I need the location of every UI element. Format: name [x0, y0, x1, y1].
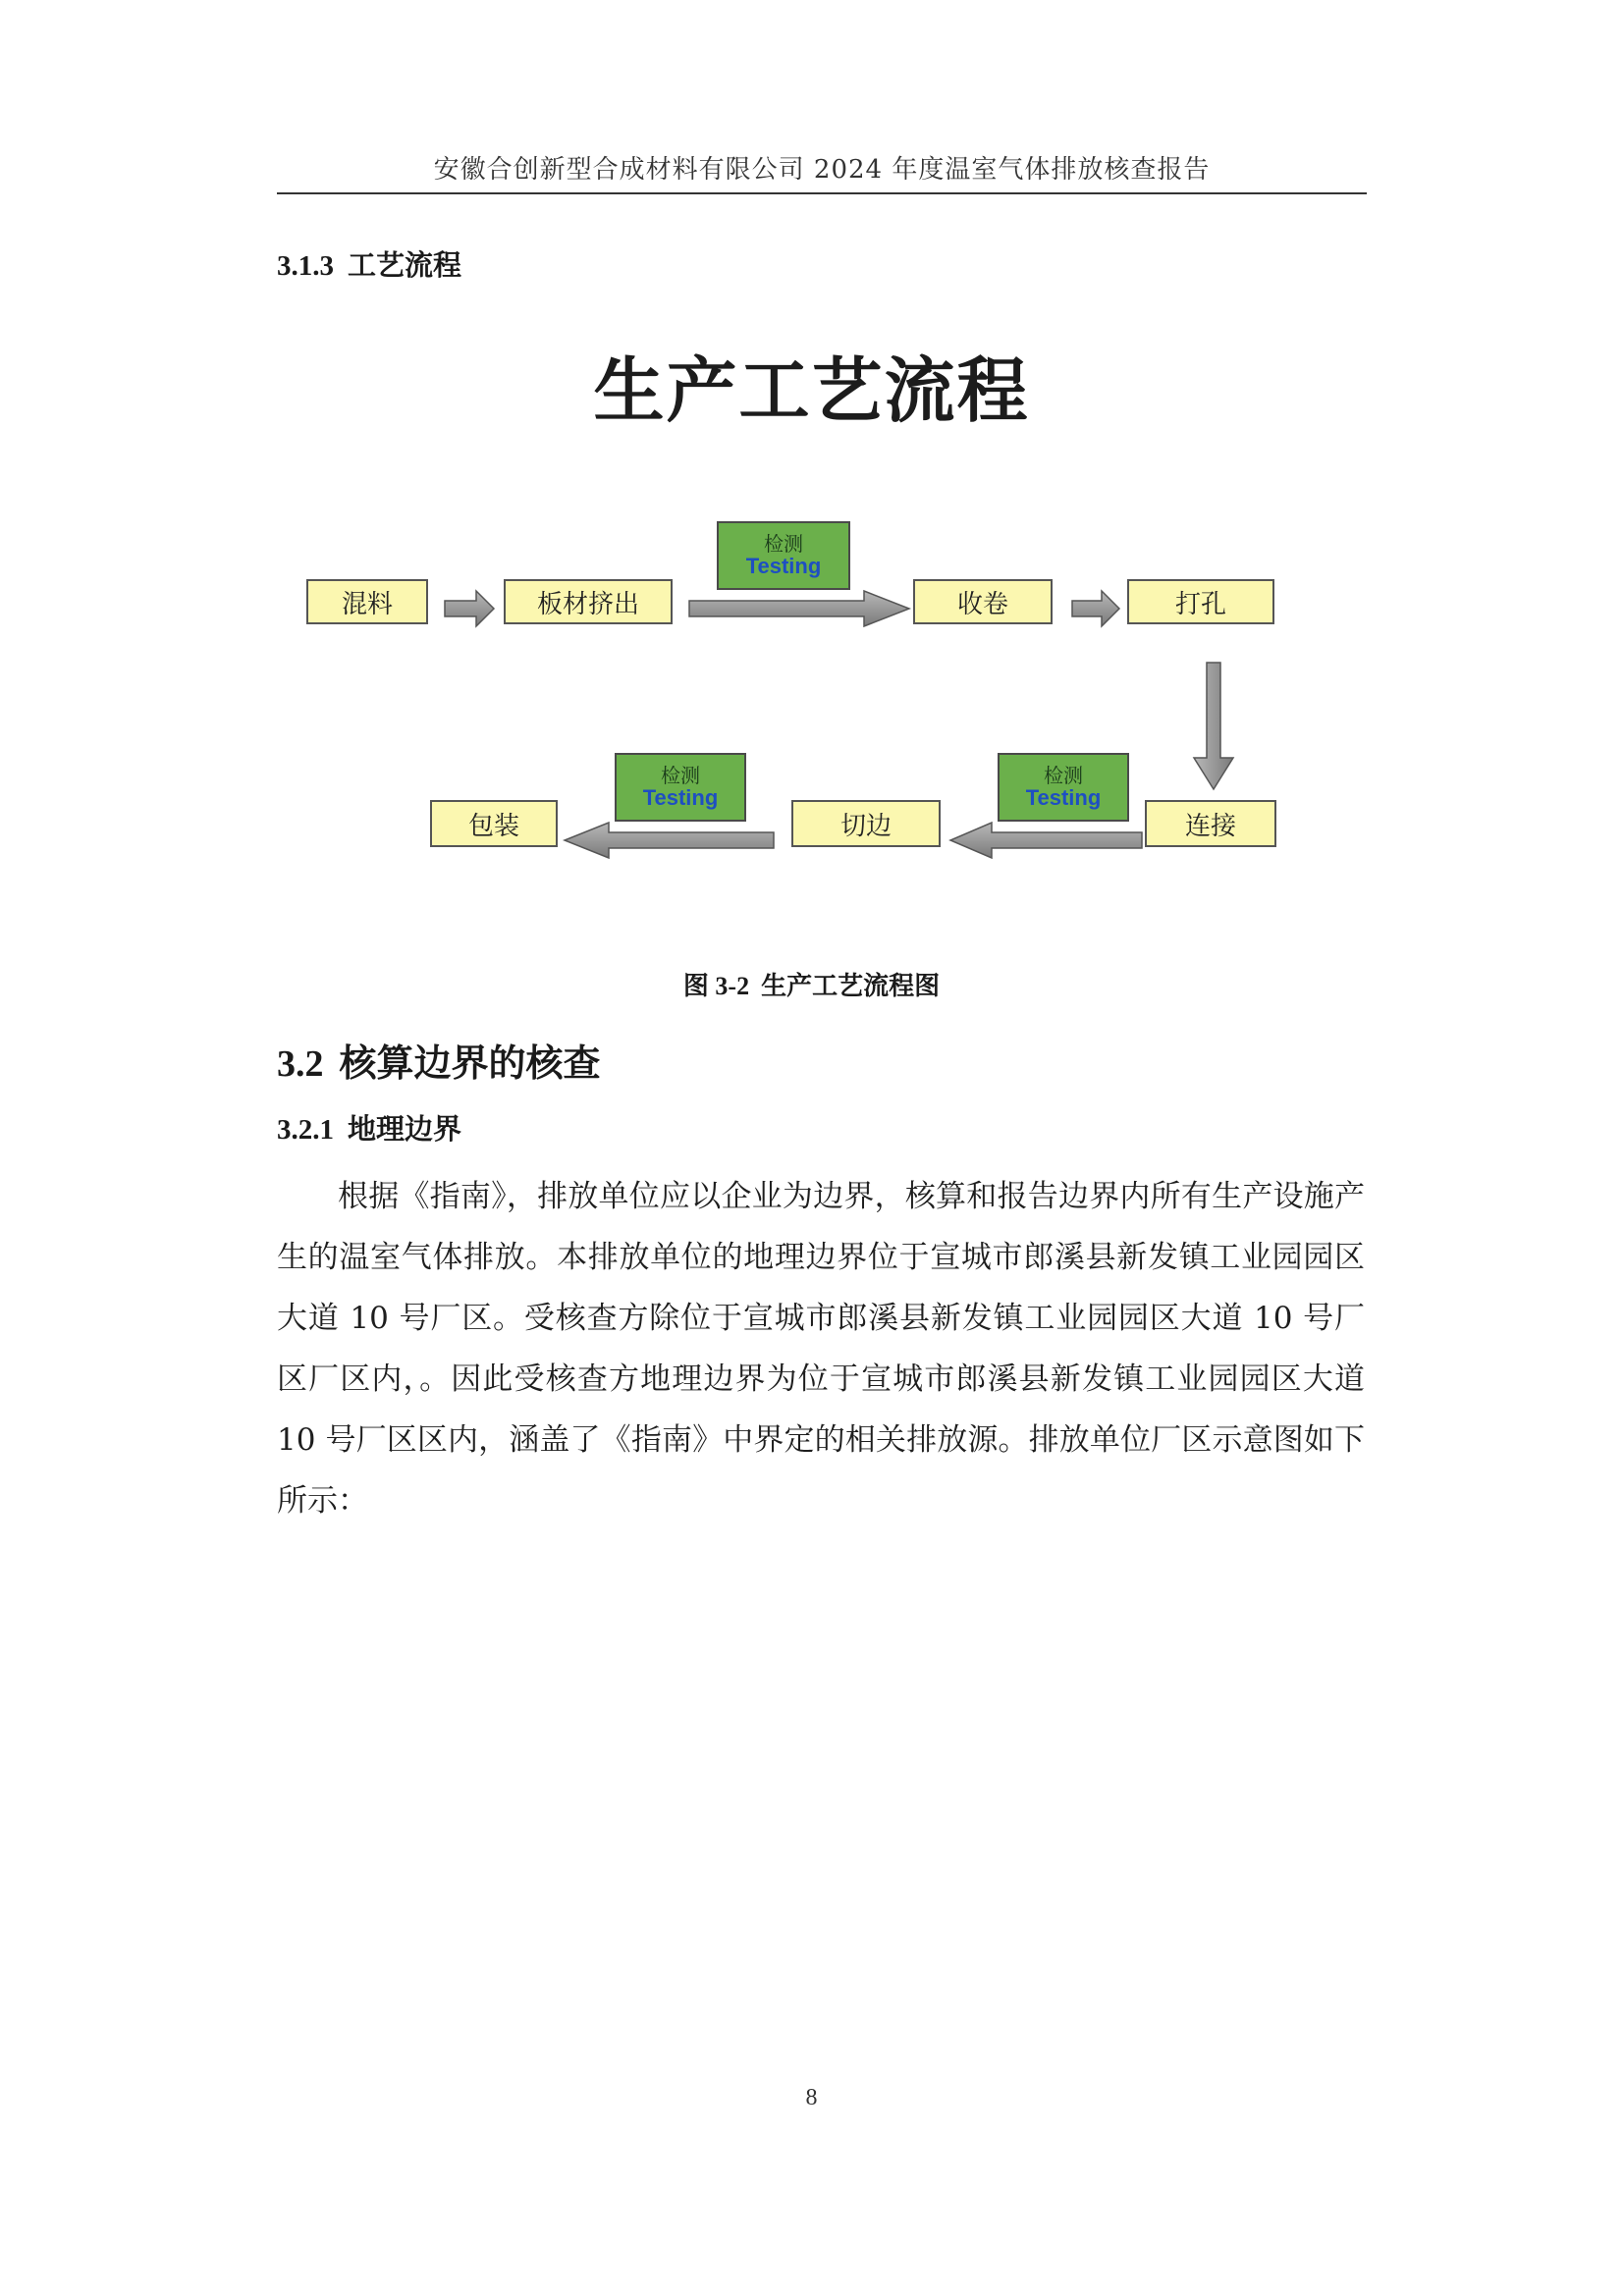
section-title: 地理边界 — [348, 1112, 462, 1146]
testing-box-2 — [615, 753, 746, 822]
section-number: 3.2.1 — [277, 1114, 334, 1146]
step-connecting: 连接 — [1145, 800, 1276, 847]
arrow-trimming-to-packaging — [565, 823, 774, 858]
step-punching: 打孔 — [1127, 579, 1274, 624]
section-title: 工艺流程 — [348, 248, 462, 282]
figure-title: 生产工艺流程 — [593, 349, 1030, 432]
section-title: 核算边界的核查 — [339, 1041, 601, 1085]
arrow-extrusion-to-winding — [689, 591, 909, 626]
section-number: 3.2 — [277, 1043, 324, 1085]
arrow-mixing-to-extrusion — [445, 591, 494, 626]
section-heading-3-2-1 — [277, 1107, 461, 1148]
testing-box-1 — [717, 521, 850, 590]
testing-label-cn: 检测 — [1044, 763, 1083, 787]
arrow-winding-to-punching — [1072, 591, 1119, 626]
testing-label-cn: 检测 — [764, 531, 803, 556]
arrow-punching-to-connecting — [1194, 663, 1233, 789]
paragraph-geographic-boundary: 根据《指南》，排放单位应以企业为边界，核算和报告边界内所有生产设施产生的温室气体排放。本排放单位的地理边界位于宣城市郎溪县新发镇工业园园区大道 10 号厂区。受核查方除位于宣城市郎溪县新发镇工业园园区大道 10 号厂区厂区内，。因此受核查方地理边界为位于宣城市郎溪县新发镇工业园园区大道 10 号厂区区内，涵盖了《指南》中界定的相关排放源。排放单位厂区示意图如下所示： — [277, 1179, 1365, 1519]
section-heading-3-2 — [277, 1033, 601, 1087]
testing-box-3 — [998, 753, 1129, 822]
step-packaging: 包装 — [430, 800, 558, 847]
testing-label-cn: 检测 — [661, 763, 700, 787]
figure-caption-text: 生产工艺流程图 — [761, 972, 941, 1001]
testing-label-en: Testing — [642, 784, 719, 810]
running-header: 安徽合创新型合成材料有限公司 2024 年度温室气体排放核查报告 — [433, 155, 1211, 185]
step-trimming: 切边 — [791, 800, 941, 847]
step-mixing: 混料 — [306, 579, 428, 624]
page-number: 8 — [805, 2085, 818, 2110]
figure-caption — [0, 966, 1623, 1002]
step-winding: 收卷 — [913, 579, 1053, 624]
body-text — [277, 1166, 1365, 1531]
figure-number: 图 3-2 — [682, 972, 750, 1000]
testing-label-en: Testing — [745, 553, 822, 578]
arrow-connecting-to-trimming — [950, 823, 1142, 858]
step-extrusion: 板材挤出 — [504, 579, 673, 624]
testing-label-en: Testing — [1025, 784, 1102, 810]
section-number: 3.1.3 — [277, 250, 334, 282]
